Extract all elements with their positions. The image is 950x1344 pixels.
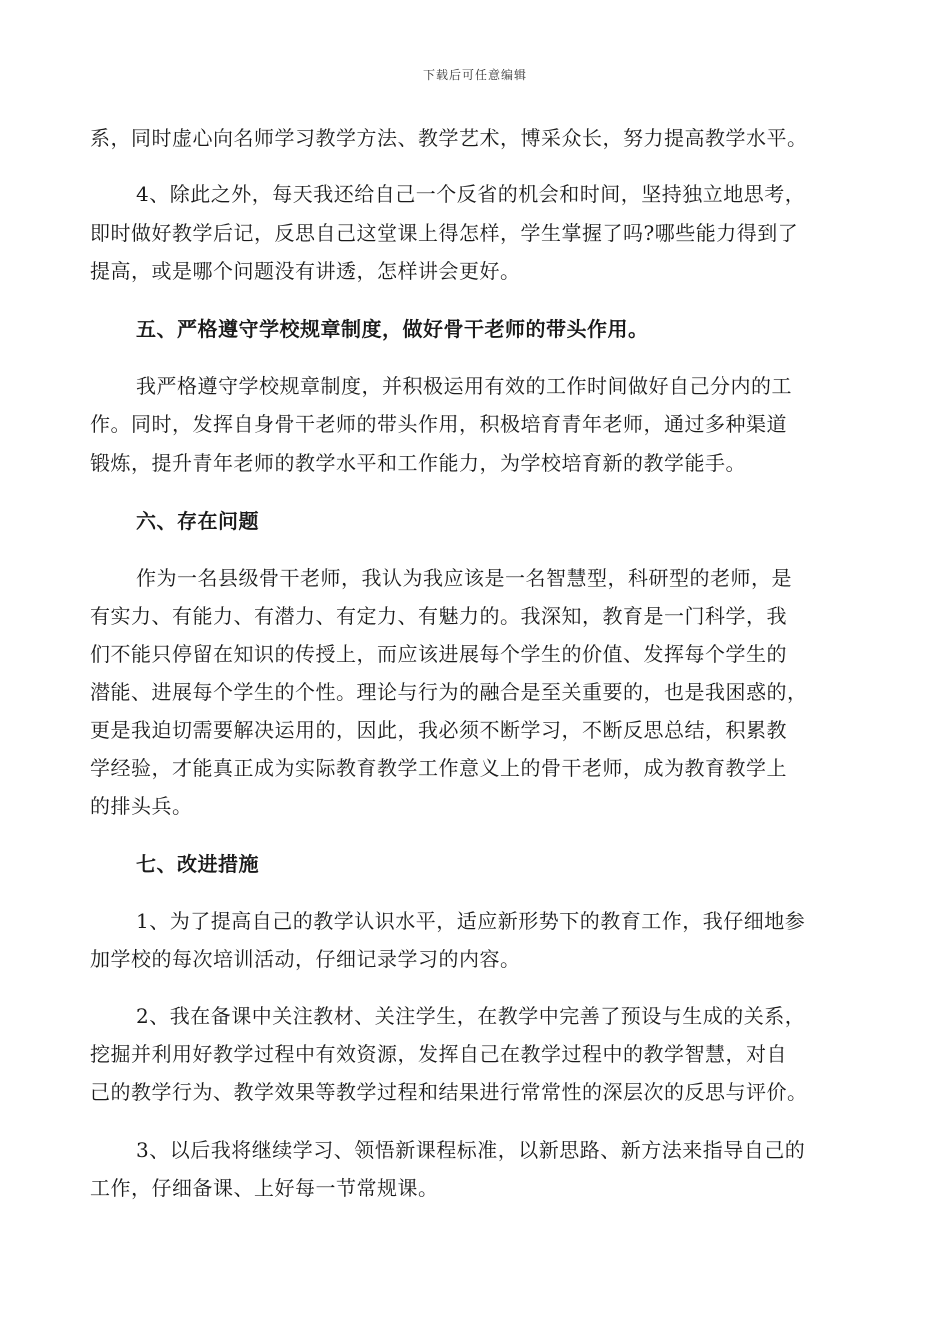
body-line: 提高，或是哪个问题没有讲透，怎样讲会更好。 [90, 259, 521, 283]
page-header: 下载后可任意编辑 [422, 68, 527, 82]
body-line: 己的教学行为、教学效果等教学过程和结果进行常常性的深层次的反思与评价。 [90, 1080, 808, 1104]
section-heading-5: 五、严格遵守学校规章制度，做好骨干老师的带头作用。 [136, 317, 649, 341]
body-line: 潜能、进展每个学生的个性。理论与行为的融合是至关重要的，也是我困惑的， [90, 680, 808, 704]
body-line: 作。同时，发挥自身骨干老师的带头作用，积极培育青年老师，通过多种渠道 [90, 412, 787, 436]
body-line: 4、除此之外，每天我还给自己一个反省的机会和时间，坚持独立地思考， [136, 182, 806, 206]
body-line: 工作，仔细备课、上好每一节常规课。 [90, 1176, 439, 1200]
body-line: 2、我在备课中关注教材、关注学生，在教学中完善了预设与生成的关系， [136, 1004, 806, 1028]
body-line: 1、为了提高自己的教学认识水平，适应新形势下的教育工作，我仔细地参 [136, 909, 806, 933]
body-line: 的排头兵。 [90, 794, 193, 818]
body-line: 3、以后我将继续学习、领悟新课程标准，以新思路、新方法来指导自己的 [136, 1138, 806, 1162]
body-line: 即时做好教学后记，反思自己这堂课上得怎样，学生掌握了吗?哪些能力得到了 [90, 221, 799, 245]
body-line: 更是我迫切需要解决运用的，因此，我必须不断学习，不断反思总结，积累教 [90, 718, 787, 742]
body-line: 锻炼，提升青年老师的教学水平和工作能力，为学校培育新的教学能手。 [90, 451, 746, 475]
body-line: 我严格遵守学校规章制度，并积极运用有效的工作时间做好自己分内的工 [136, 374, 792, 398]
body-line: 们不能只停留在知识的传授上，而应该进展每个学生的价值、发挥每个学生的 [90, 642, 787, 666]
body-line: 作为一名县级骨干老师，我认为我应该是一名智慧型，科研型的老师，是 [136, 566, 792, 590]
body-line: 学经验，才能真正成为实际教育教学工作意义上的骨干老师，成为教育教学上 [90, 756, 787, 780]
body-line: 挖掘并利用好教学过程中有效资源，发挥自己在教学过程中的教学智慧，对自 [90, 1042, 787, 1066]
section-heading-7: 七、改进措施 [136, 852, 259, 876]
body-line: 有实力、有能力、有潜力、有定力、有魅力的。我深知，教育是一门科学，我 [90, 604, 787, 628]
body-line: 系，同时虚心向名师学习教学方法、教学艺术，博采众长，努力提高教学水平。 [90, 126, 808, 150]
section-heading-6: 六、存在问题 [136, 509, 259, 533]
body-line: 加学校的每次培训活动，仔细记录学习的内容。 [90, 947, 521, 971]
